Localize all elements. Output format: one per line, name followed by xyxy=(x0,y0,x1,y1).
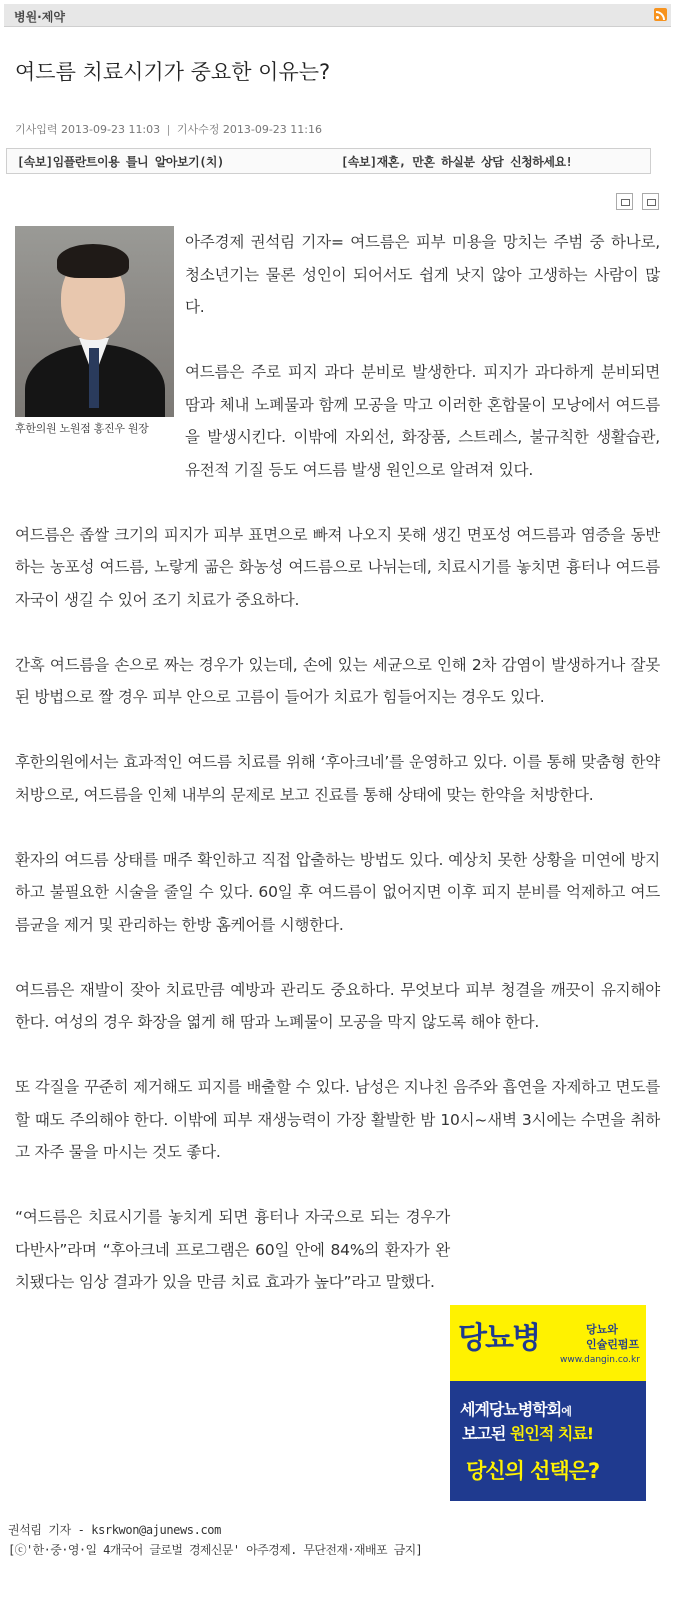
breaking-news-link-1[interactable]: [속보]임플란트이용 틀니 알아보기(치) xyxy=(17,155,224,169)
article-dates xyxy=(15,121,322,137)
reporter-byline: 권석림 기자 - ksrkwon@ajunews.com xyxy=(8,1523,221,1537)
article-tools xyxy=(612,193,659,214)
article-paragraph: 환자의 여드름 상태를 매주 확인하고 직접 압출하는 방법도 있다. 예상치 못한 상황을 미연에 방지하고 불필요한 시술을 줄일 수 있다. 60일 후 여드름이 없어지면 이후 피지 분비를 억제하고 여드름균을 제거 및 관리하는 한방 홈케어를 시행한다. xyxy=(15,850,660,934)
copyright-notice: [ⓒ'한·중·영·일 4개국어 글로벌 경제신문' 아주경제. 무단전재·재배포 금지] xyxy=(8,1543,423,1557)
diabetes-ad-banner[interactable] xyxy=(450,1305,646,1501)
ad-line-2 xyxy=(462,1421,593,1444)
breaking-news-link-2[interactable]: [속보]재혼, 만혼 하실분 상담 신청하세요! xyxy=(341,155,573,169)
ad-subtitle-2: 인슐린펌프 xyxy=(586,1338,640,1351)
article-paragraph: 간혹 여드름을 손으로 짜는 경우가 있는데, 손에 있는 세균으로 인해 2차 감염이 발생하거나 잘못된 방법으로 짤 경우 피부 안으로 고름이 들어가 치료가 힘들어지는 경우도 있다. xyxy=(15,655,660,706)
section-bar xyxy=(4,4,671,27)
input-date: 2013-09-23 11:03 xyxy=(61,123,161,136)
article-paragraph: 아주경제 권석림 기자= 여드름은 피부 미용을 망치는 주범 중 하나로, 청소년기는 물론 성인이 되어서도 쉽게 낫지 않아 고생하는 사람이 많다. xyxy=(185,233,660,316)
edit-date: 2013-09-23 11:16 xyxy=(222,123,322,136)
ad-line-1-suffix: 에 xyxy=(561,1405,571,1418)
print-icon[interactable] xyxy=(616,193,633,210)
article-paragraph: 여드름은 재발이 잦아 치료만큼 예방과 관리도 중요하다. 무엇보다 피부 청결을 깨끗이 유지해야 한다. 여성의 경우 화장을 엷게 해 땀과 노폐물이 모공을 막지 않도록 해야 한다. xyxy=(15,980,660,1031)
article-paragraph: 또 각질을 꾸준히 제거해도 피지를 배출할 수 있다. 남성은 지나친 음주와 흡연을 자제하고 면도를 할 때도 주의해야 한다. 이밖에 피부 재생능력이 가장 활발한 밤 10시~새벽 3시에는 수면을 취하고 자주 물을 마시는 것도 좋다. xyxy=(15,1078,660,1161)
rss-icon[interactable] xyxy=(654,8,667,21)
ad-subtitle-1: 당뇨와 xyxy=(586,1323,618,1336)
ad-line-2-prefix: 보고된 xyxy=(462,1424,510,1443)
breaking-news-box xyxy=(6,148,651,174)
input-label: 기사입력 xyxy=(15,123,58,136)
ad-line-2-highlight: 원인적 치료! xyxy=(509,1424,594,1443)
article-paragraph: “여드름은 치료시기를 놓치게 되면 흉터나 자국으로 되는 경우가 다반사”라며 “후아크네 프로그램은 60일 안에 84%의 환자가 완치됐다는 임상 결과가 있을 만큼 치료 효과가 높다”라고 말했다. xyxy=(15,1208,450,1291)
ad-line-3: 당신의 선택은? xyxy=(466,1459,600,1483)
edit-label: 기사수정 xyxy=(176,123,220,136)
photo-spacer xyxy=(15,226,185,485)
article-paragraph: 여드름은 좁쌀 크기의 피지가 피부 표면으로 빠져 나오지 못해 생긴 면포성 여드름과 염증을 동반하는 농포성 여드름, 노랗게 곪은 화농성 여드름으로 나뉘는데, 치료시기를 놓치면 흉터나 여드름 자국이 생길 수 있어 조기 치료가 중요하다. xyxy=(15,525,660,609)
document-icon[interactable] xyxy=(642,193,659,210)
ad-line-1-main: 세계당뇨병학회 xyxy=(460,1400,562,1419)
ad-title: 당뇨병 xyxy=(458,1321,539,1356)
ad-line-1 xyxy=(460,1397,571,1420)
section-label: 병원·제약 xyxy=(14,10,65,24)
photo-caption: 후한의원 노원점 홍진우 원장 xyxy=(15,422,149,435)
article-paragraph: 후한의원에서는 효과적인 여드름 치료를 위해 ‘후아크네’를 운영하고 있다. 이를 통해 맞춤형 한약 처방으로, 여드름을 인체 내부의 문제로 보고 진료를 통해 상태에 맞는 한약을 처방한다. xyxy=(15,753,660,804)
article-body xyxy=(15,226,660,1383)
article-paragraph: 여드름은 주로 피지 과다 분비로 발생한다. 피지가 과다하게 분비되면 땀과 체내 노폐물과 함께 모공을 막고 이러한 혼합물이 모낭에서 여드름을 발생시킨다. 이밖에 자외선, 화장품, 스트레스, 불규칙한 생활습관, 유전적 기질 등도 여드름 발생 원인으로 알려져 있다. xyxy=(185,363,660,479)
ad-url: www.dangin.co.kr xyxy=(560,1355,640,1365)
date-separator: | xyxy=(166,123,171,136)
article-title: 여드름 치료시기가 중요한 이유는? xyxy=(15,60,331,85)
